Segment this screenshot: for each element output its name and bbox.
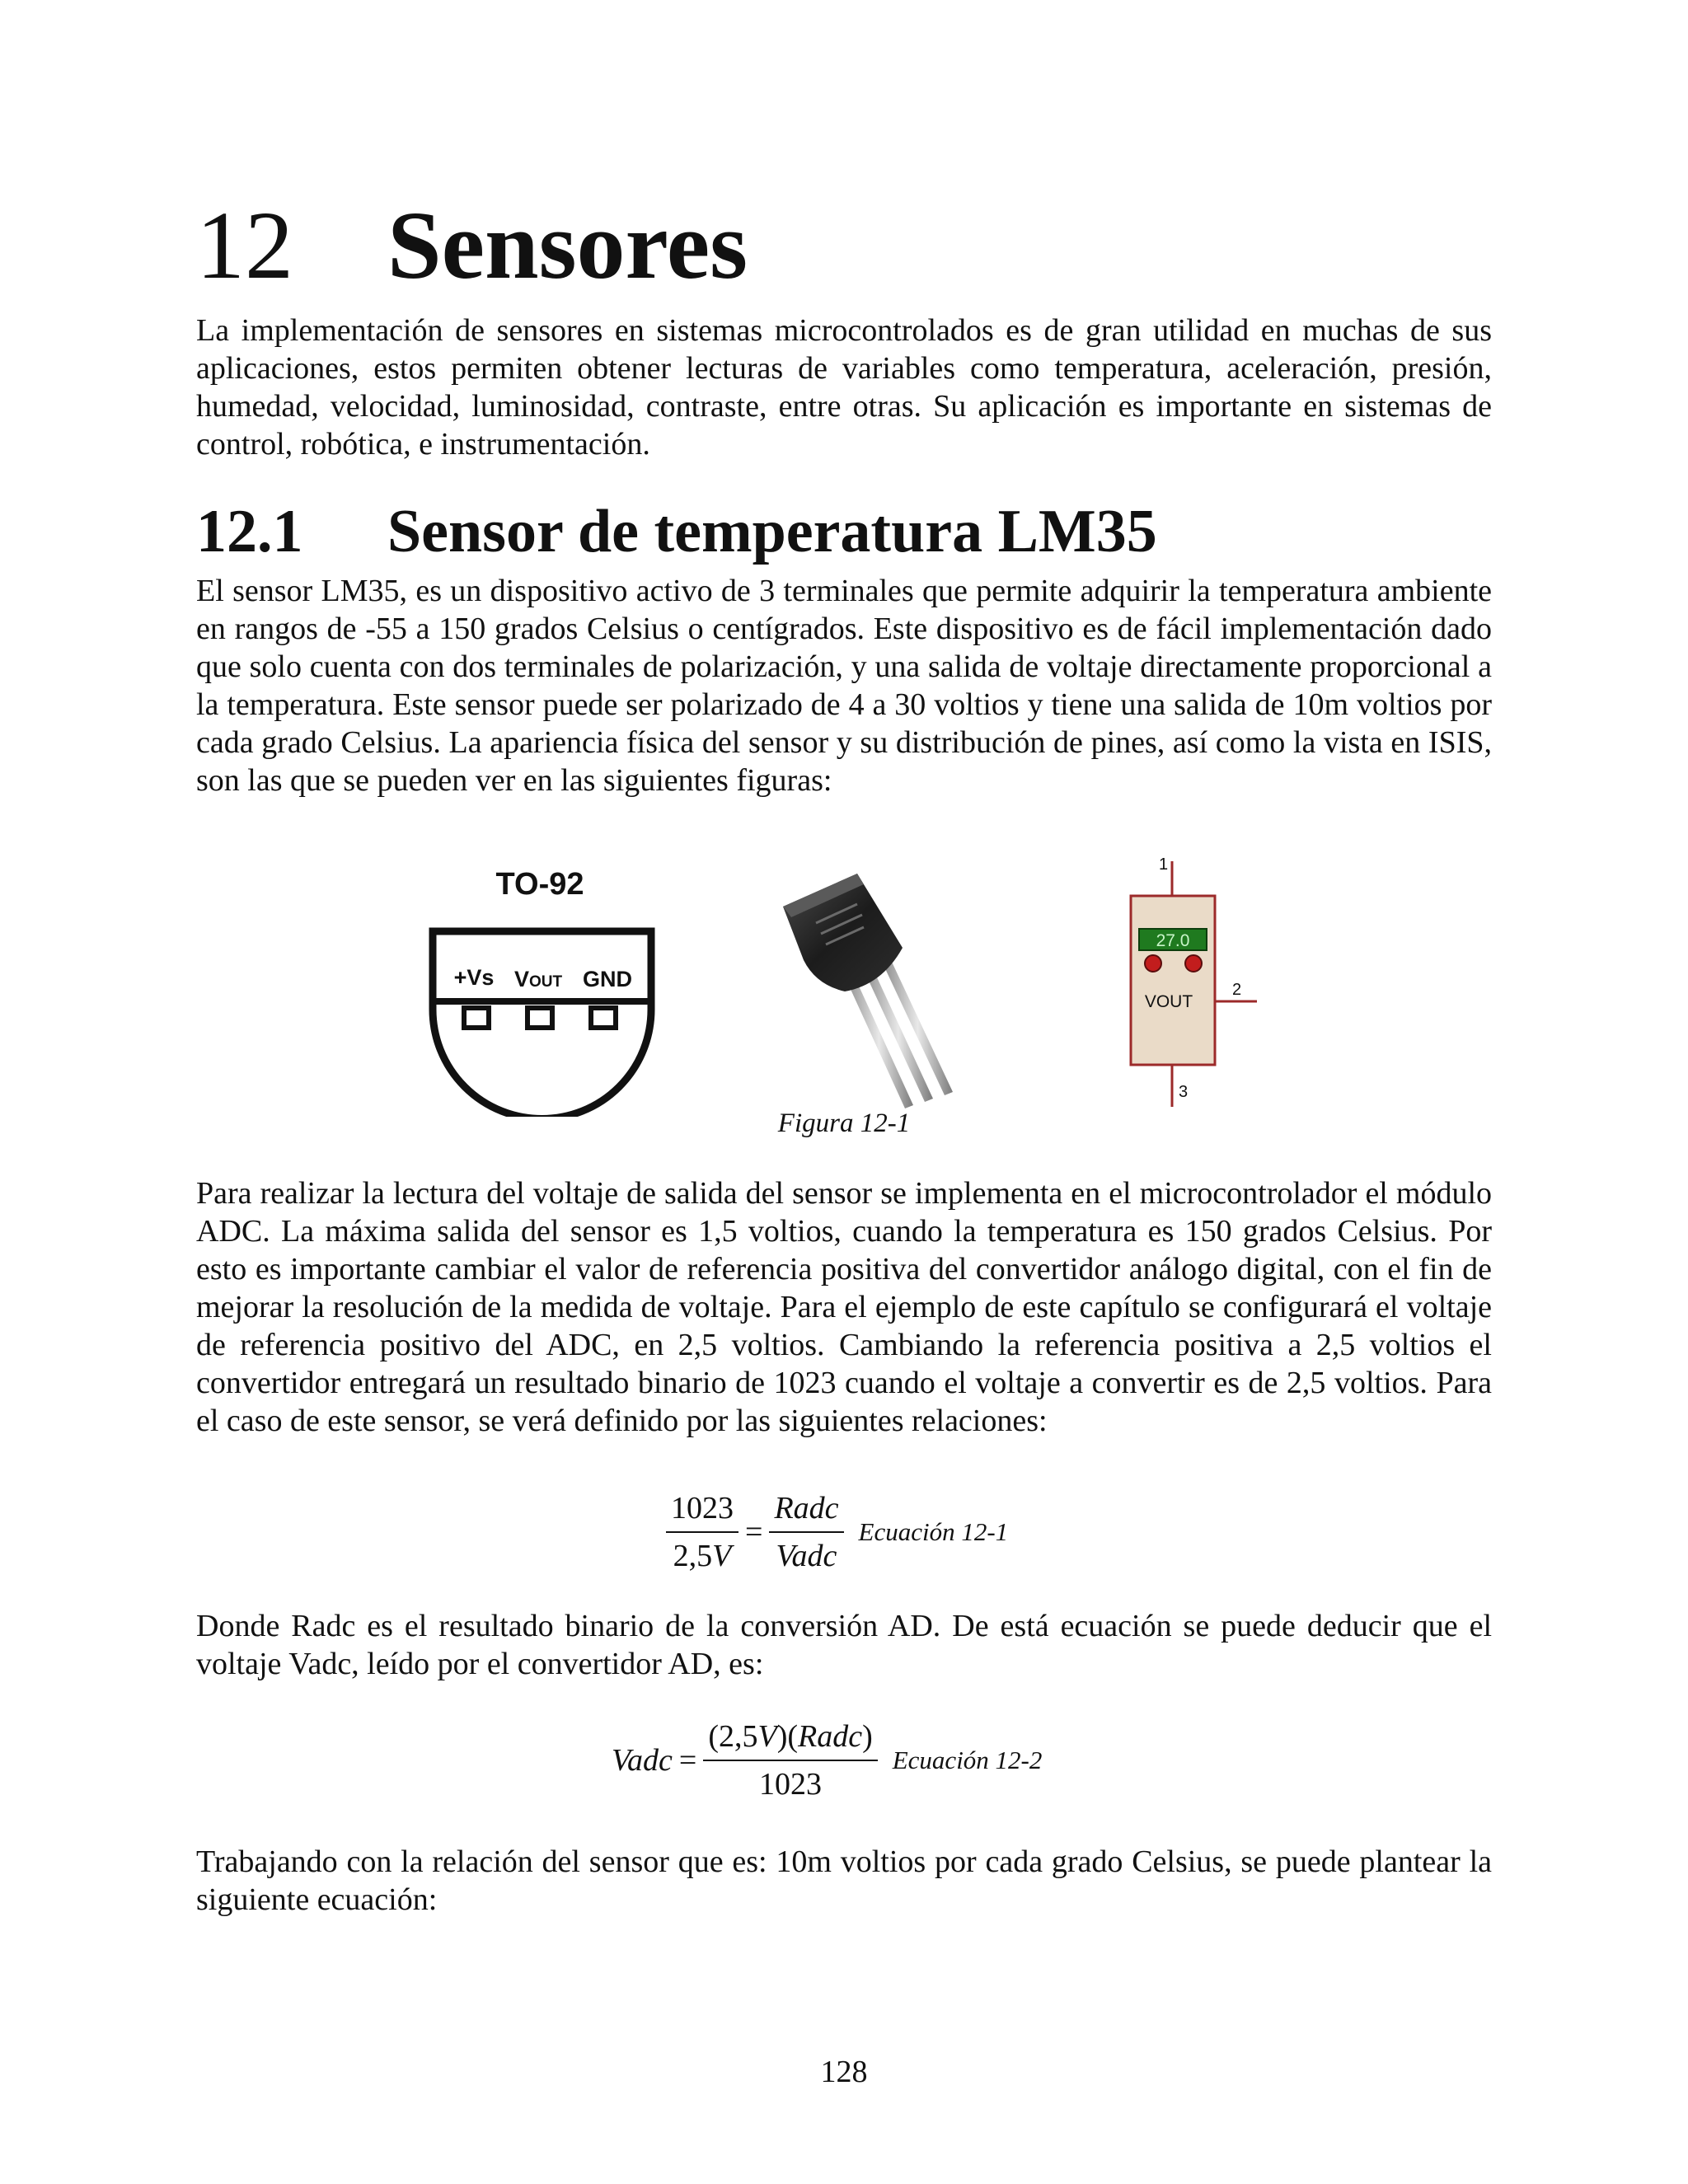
isis-display-value: 27.0 [1156, 931, 1190, 950]
pin3-pad [591, 1008, 616, 1028]
eq1-left-denominator: 2,5V [673, 1539, 732, 1573]
equation-12-1 [666, 1490, 1008, 1574]
eq2-equals: = [678, 1743, 697, 1778]
chapter-title [196, 188, 748, 303]
isis-pin1-number: 1 [1159, 855, 1169, 874]
isis-pin3-number: 3 [1179, 1083, 1189, 1101]
component-body [783, 874, 903, 991]
pin3-label: GND [583, 967, 632, 991]
figure-12-1 [0, 845, 1688, 1117]
eq1-label: Ecuación 12-1 [858, 1517, 1009, 1546]
chapter-number: 12 [196, 191, 293, 299]
section-number: 12.1 [196, 498, 303, 565]
page-number: 128 [820, 2055, 868, 2089]
section-title [196, 494, 1157, 569]
eq2-denominator: 1023 [759, 1767, 823, 1802]
chapter-name: Sensores [387, 191, 748, 299]
section-paragraph-1-block [196, 572, 1492, 799]
eq2-lhs: Vadc [612, 1743, 673, 1778]
section-paragraph-2-block [196, 1174, 1492, 1440]
isis-increment-button[interactable] [1185, 955, 1202, 972]
intro-block [196, 312, 1492, 463]
isis-vout-label: VOUT [1144, 992, 1193, 1011]
to92-pinout-diagram [416, 853, 663, 1117]
lm35-component-photo [767, 861, 989, 1117]
intro-paragraph: La implementación de sensores en sistemas microcontrolados es de gran utilidad en muchas de sus aplicaciones, estos permiten obtener lecturas de variables como temperatura, aceleración, presión, humedad, velocidad, luminosidad, contraste, entre otras. Su aplicación es importante en sistemas de control, robótica, e instrumentación. [196, 313, 1492, 462]
eq1-equals: = [745, 1515, 763, 1549]
section-paragraph-3: Donde Radc es el resultado binario de la conversión AD. De está ecuación se puede deducir que el voltaje Vadc, leído por el convertidor AD, es: [196, 1609, 1492, 1681]
eq2-label: Ecuación 12-2 [892, 1746, 1043, 1774]
pin2-pad [528, 1008, 552, 1028]
section-paragraph-3-block [196, 1607, 1492, 1683]
section-paragraph-1: El sensor LM35, es un dispositivo activo de 3 terminales que permite adquirir la temperatura ambiente en rangos de -55 a 150 grados Celsius o centígrados. Este dispositivo es de fácil implementación dado que solo cuenta con dos terminales de polarización, y una salida de voltaje directamente proporcional a la temperatura. Este sensor puede ser polarizado de 4 a 30 voltios y tiene una salida de 10m voltios por cada grado Celsius. La apariencia física del sensor y su distribución de pines, así como la vista en ISIS, son las que se pueden ver en las siguientes figuras: [196, 574, 1492, 798]
eq1-left-numerator: 1023 [666, 1490, 738, 1533]
isis-lm35-symbol [1121, 845, 1278, 1117]
section-name: Sensor de temperatura LM35 [387, 498, 1157, 565]
pin2-label: VOUT [513, 967, 563, 991]
eq1-right-numerator: Radc [769, 1490, 843, 1533]
section-paragraph-2: Para realizar la lectura del voltaje de salida del sensor se implementa en el microcontrolador el módulo ADC. La máxima salida del sensor es 1,5 voltios, cuando la temperatura es 150 grados Celsius. Por esto es importante cambiar el valor de referencia positiva del convertidor análogo digital, con el fin de mejorar la resolución de la medida de voltaje. Para el ejemplo de este capítulo se configurará el voltaje de referencia positivo del ADC, en 2,5 voltios. Cambiando la referencia positiva a 2,5 voltios el convertidor entregará un resultado binario de 1023 cuando el voltaje a convertir es de 2,5 voltios. Para el caso de este sensor, se verá definido por las siguientes relaciones: [196, 1176, 1492, 1438]
pin1-pad [464, 1008, 489, 1028]
isis-component-body [1131, 896, 1215, 1065]
section-paragraph-4-block [196, 1843, 1492, 1919]
pin1-label: +Vs [453, 965, 495, 990]
isis-decrement-button[interactable] [1145, 955, 1161, 972]
eq1-right-denominator: Vadc [776, 1539, 837, 1573]
package-label: TO-92 [495, 867, 584, 902]
eq1-right-fraction [769, 1490, 843, 1574]
eq2-fraction [703, 1718, 877, 1802]
eq2-numerator: (2,5V)(Radc) [703, 1718, 877, 1761]
eq1-left-fraction [666, 1490, 738, 1574]
figure-caption: Figura 12-1 [777, 1108, 911, 1138]
section-paragraph-4: Trabajando con la relación del sensor que es: 10m voltios por cada grado Celsius, se puede plantear la siguiente ecuación: [196, 1844, 1492, 1917]
equation-12-2 [612, 1718, 1042, 1802]
isis-pin2-number: 2 [1232, 981, 1242, 999]
